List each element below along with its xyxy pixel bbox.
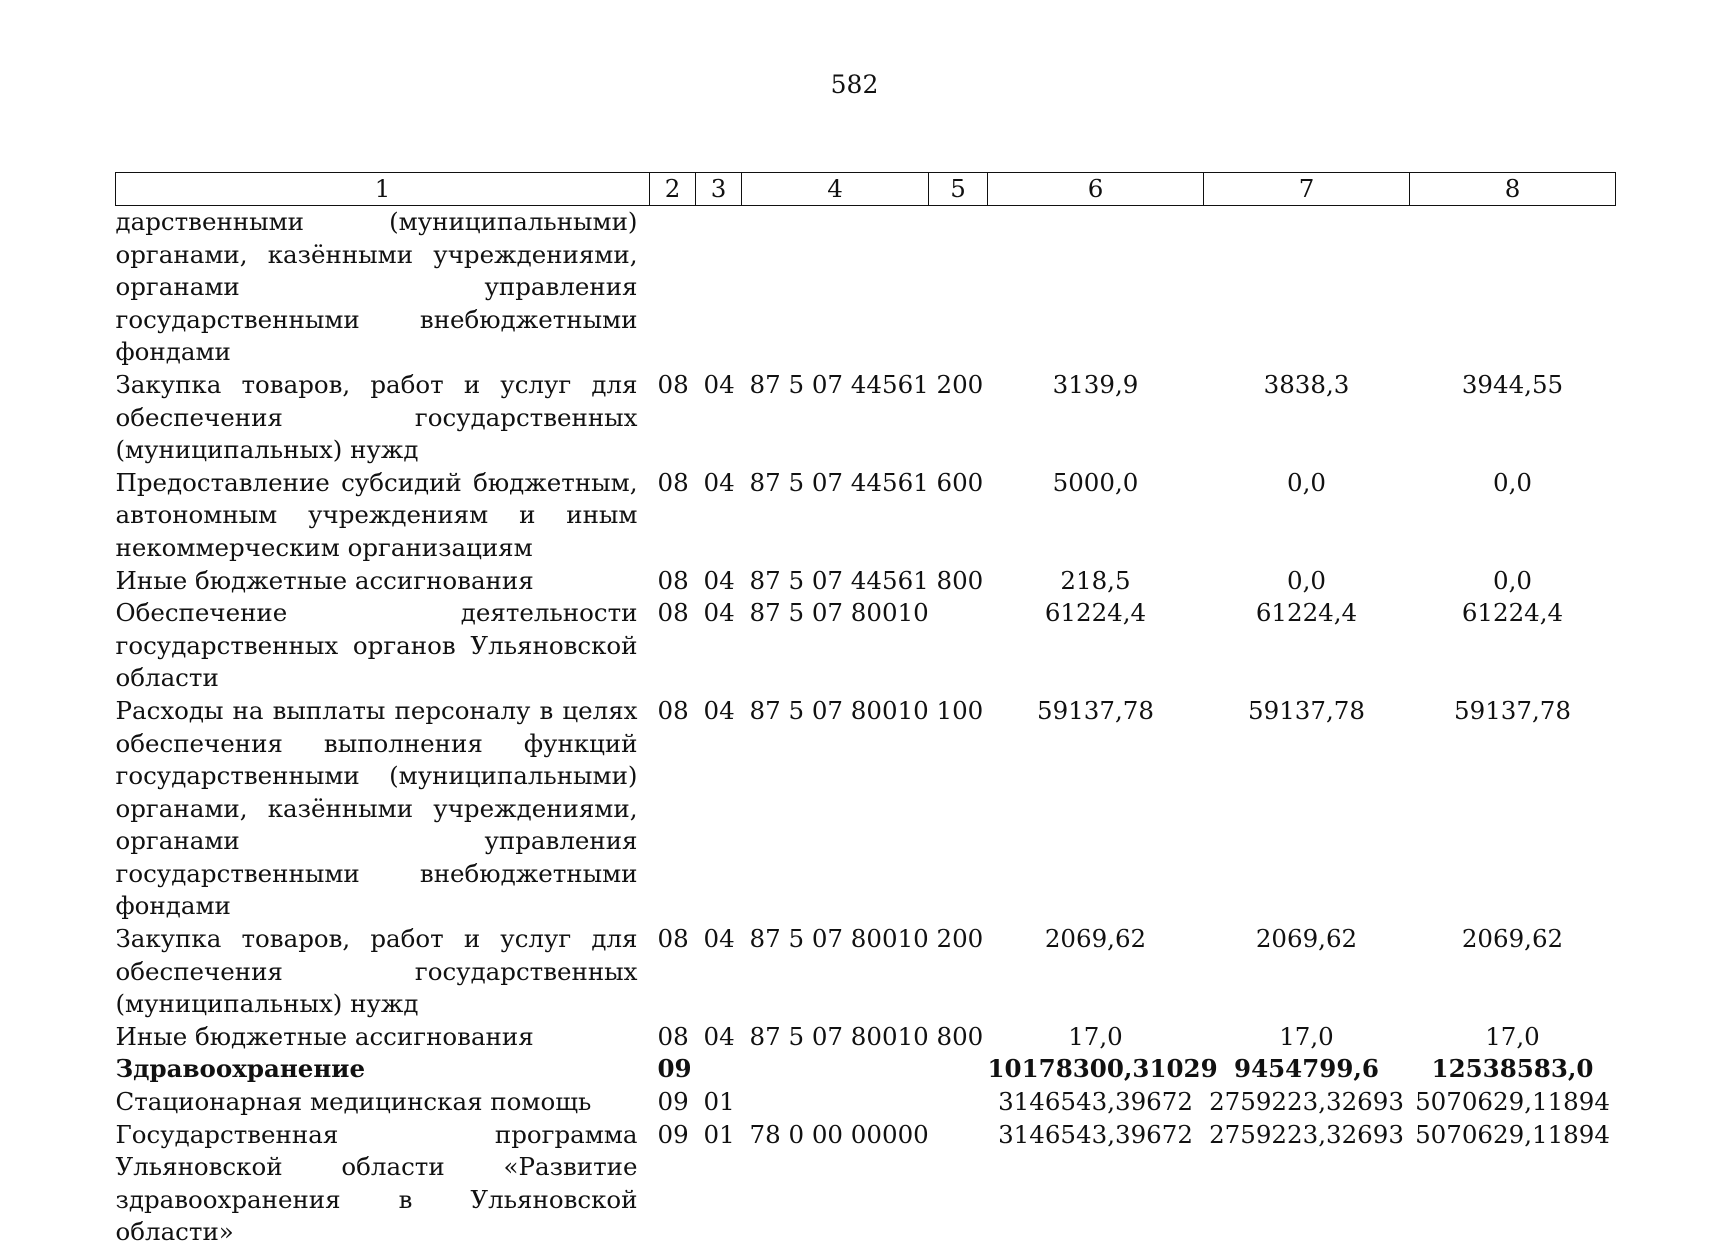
target-article-cell: 87 5 07 80010 <box>742 695 929 923</box>
amount-col8-cell: 0,0 <box>1410 565 1616 598</box>
table-row <box>116 597 1616 695</box>
section-code-cell: 09 <box>650 1119 696 1249</box>
expense-type-cell: 800 <box>929 1021 988 1054</box>
row-name-cell: Государственная программа Ульяновской области «Развитие здравоохранения в Ульяновской области» <box>116 1119 650 1249</box>
budget-table <box>115 172 1616 1249</box>
amount-col6-cell: 3139,9 <box>988 369 1204 467</box>
amount-col8-cell: 5070629,11894 <box>1410 1119 1616 1249</box>
amount-col8-cell: 59137,78 <box>1410 695 1616 923</box>
subsection-code-cell <box>696 1053 742 1086</box>
amount-col7-cell: 2759223,32693 <box>1204 1086 1410 1119</box>
amount-col6-cell: 3146543,39672 <box>988 1119 1204 1249</box>
amount-col7-cell: 2069,62 <box>1204 923 1410 1021</box>
target-article-cell: 87 5 07 44561 <box>742 565 929 598</box>
subsection-code-cell: 04 <box>696 923 742 1021</box>
table-row <box>116 1086 1616 1119</box>
table-row <box>116 695 1616 923</box>
subsection-code-cell: 01 <box>696 1119 742 1249</box>
column-header: 2 <box>650 173 696 206</box>
amount-col8-cell <box>1410 206 1616 369</box>
row-name-cell: Иные бюджетные ассигнования <box>116 565 650 598</box>
expense-type-cell: 200 <box>929 369 988 467</box>
section-code-cell: 08 <box>650 597 696 695</box>
target-article-cell <box>742 206 929 369</box>
table-row <box>116 206 1616 369</box>
subsection-code-cell: 04 <box>696 565 742 598</box>
subsection-code-cell: 04 <box>696 1021 742 1054</box>
target-article-cell: 87 5 07 44561 <box>742 369 929 467</box>
amount-col7-cell: 61224,4 <box>1204 597 1410 695</box>
expense-type-cell: 600 <box>929 467 988 565</box>
amount-col6-cell <box>988 206 1204 369</box>
amount-col7-cell <box>1204 206 1410 369</box>
section-code-cell: 08 <box>650 565 696 598</box>
expense-type-cell: 100 <box>929 695 988 923</box>
amount-col6-cell: 2069,62 <box>988 923 1204 1021</box>
amount-col6-cell: 5000,0 <box>988 467 1204 565</box>
target-article-cell: 87 5 07 80010 <box>742 1021 929 1054</box>
subsection-code-cell: 04 <box>696 467 742 565</box>
amount-col8-cell: 5070629,11894 <box>1410 1086 1616 1119</box>
amount-col6-cell: 17,0 <box>988 1021 1204 1054</box>
row-name-cell: Закупка товаров, работ и услуг для обеспечения государственных (муниципальных) нужд <box>116 923 650 1021</box>
amount-col6-cell: 59137,78 <box>988 695 1204 923</box>
target-article-cell: 87 5 07 80010 <box>742 923 929 1021</box>
subsection-code-cell: 01 <box>696 1086 742 1119</box>
section-code-cell: 08 <box>650 923 696 1021</box>
amount-col6-cell: 10178300,31029 <box>988 1053 1204 1086</box>
target-article-cell: 78 0 00 00000 <box>742 1119 929 1249</box>
amount-col6-cell: 3146543,39672 <box>988 1086 1204 1119</box>
column-header: 4 <box>742 173 929 206</box>
row-name-cell: Здравоохранение <box>116 1053 650 1086</box>
row-name-cell: Иные бюджетные ассигнования <box>116 1021 650 1054</box>
column-header: 6 <box>988 173 1204 206</box>
section-code-cell <box>650 206 696 369</box>
amount-col8-cell: 61224,4 <box>1410 597 1616 695</box>
target-article-cell <box>742 1053 929 1086</box>
row-name-cell: Расходы на выплаты персоналу в целях обеспечения выполнения функций государственными (муниципальными) органами, казёнными учреждениями, органами управления государственными внебюджетными фондами <box>116 695 650 923</box>
target-article-cell: 87 5 07 44561 <box>742 467 929 565</box>
amount-col8-cell: 12538583,0 <box>1410 1053 1616 1086</box>
table-row <box>116 467 1616 565</box>
row-name-cell: Стационарная медицинская помощь <box>116 1086 650 1119</box>
expense-type-cell <box>929 1119 988 1249</box>
subsection-code-cell: 04 <box>696 369 742 467</box>
row-name-cell: Обеспечение деятельности государственных органов Ульяновской области <box>116 597 650 695</box>
column-header: 3 <box>696 173 742 206</box>
amount-col7-cell: 9454799,6 <box>1204 1053 1410 1086</box>
section-code-cell: 09 <box>650 1053 696 1086</box>
amount-col7-cell: 3838,3 <box>1204 369 1410 467</box>
amount-col6-cell: 218,5 <box>988 565 1204 598</box>
row-name-cell: дарственными (муниципальными) органами, казёнными учреждениями, органами управления государственными внебюджетными фондами <box>116 206 650 369</box>
amount-col8-cell: 2069,62 <box>1410 923 1616 1021</box>
target-article-cell <box>742 1086 929 1119</box>
amount-col6-cell: 61224,4 <box>988 597 1204 695</box>
page-number: 582 <box>0 70 1709 100</box>
row-name-cell: Предоставление субсидий бюджетным, автономным учреждениям и иным некоммерческим организациям <box>116 467 650 565</box>
expense-type-cell <box>929 1086 988 1119</box>
amount-col7-cell: 0,0 <box>1204 467 1410 565</box>
amount-col8-cell: 0,0 <box>1410 467 1616 565</box>
subsection-code-cell: 04 <box>696 597 742 695</box>
table-row <box>116 1021 1616 1054</box>
row-name-cell: Закупка товаров, работ и услуг для обеспечения государственных (муниципальных) нужд <box>116 369 650 467</box>
section-code-cell: 09 <box>650 1086 696 1119</box>
column-header: 5 <box>929 173 988 206</box>
expense-type-cell: 200 <box>929 923 988 1021</box>
section-code-cell: 08 <box>650 467 696 565</box>
section-code-cell: 08 <box>650 695 696 923</box>
column-header: 7 <box>1204 173 1410 206</box>
header-row <box>116 173 1616 206</box>
expense-type-cell <box>929 206 988 369</box>
amount-col7-cell: 2759223,32693 <box>1204 1119 1410 1249</box>
table-row <box>116 565 1616 598</box>
subsection-code-cell <box>696 206 742 369</box>
table-body <box>116 206 1616 1249</box>
amount-col7-cell: 0,0 <box>1204 565 1410 598</box>
amount-col8-cell: 3944,55 <box>1410 369 1616 467</box>
table-row <box>116 1119 1616 1249</box>
expense-type-cell <box>929 597 988 695</box>
table-row <box>116 923 1616 1021</box>
target-article-cell: 87 5 07 80010 <box>742 597 929 695</box>
table-row <box>116 369 1616 467</box>
subsection-code-cell: 04 <box>696 695 742 923</box>
table-row <box>116 1053 1616 1086</box>
section-code-cell: 08 <box>650 1021 696 1054</box>
expense-type-cell <box>929 1053 988 1086</box>
amount-col8-cell: 17,0 <box>1410 1021 1616 1054</box>
section-code-cell: 08 <box>650 369 696 467</box>
amount-col7-cell: 59137,78 <box>1204 695 1410 923</box>
column-header: 1 <box>116 173 650 206</box>
expense-type-cell: 800 <box>929 565 988 598</box>
amount-col7-cell: 17,0 <box>1204 1021 1410 1054</box>
column-header: 8 <box>1410 173 1616 206</box>
